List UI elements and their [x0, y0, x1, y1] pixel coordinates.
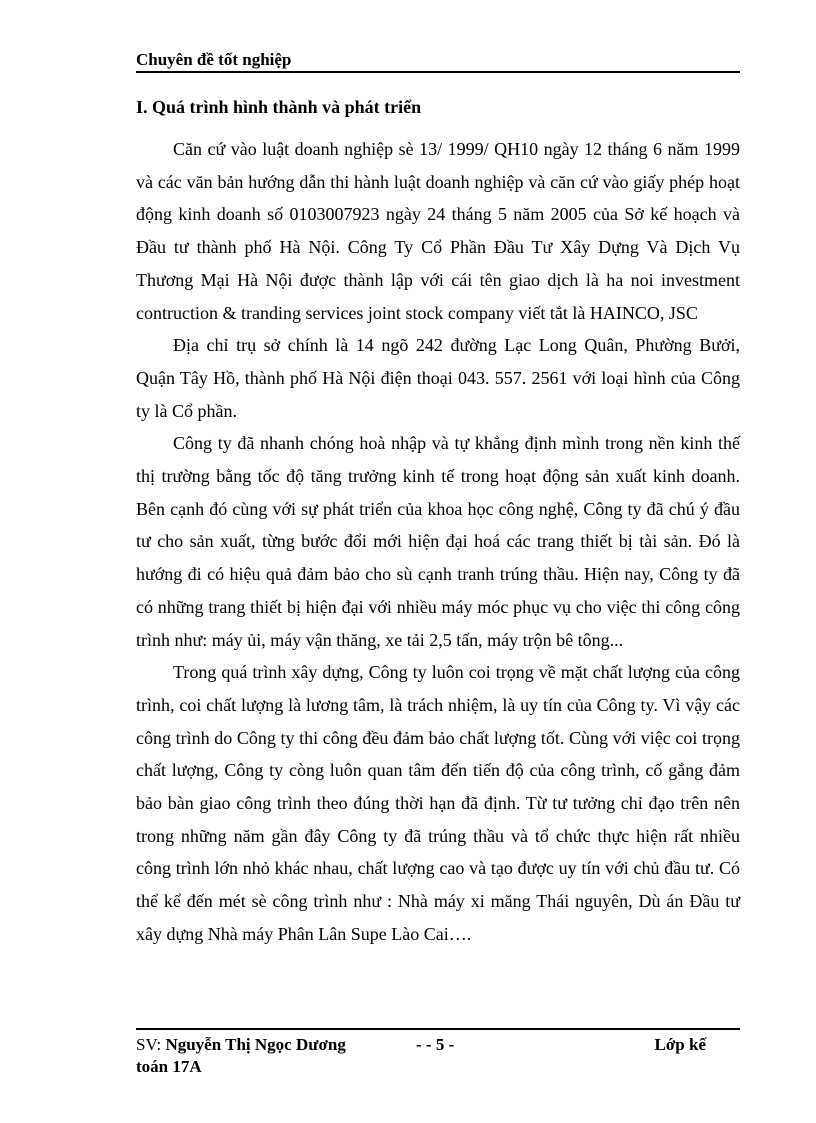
- footer-class-line1: Lớp kế: [654, 1035, 706, 1054]
- page-header: [136, 49, 740, 73]
- section-title: I. Quá trình hình thành và phát triển: [136, 97, 422, 117]
- body-text: [136, 133, 740, 951]
- footer-class-line2: toán 17A: [136, 1057, 202, 1076]
- paragraph-address: Địa chỉ trụ sở chính là 14 ngõ 242 đường Lạc Long Quân, Phường Bưởi, Quận Tây Hồ, thành phố Hà Nội điện thoại 043. 557. 2561 với loại hình của Công ty là Cổ phần.: [136, 335, 740, 421]
- footer-student: [136, 1034, 346, 1056]
- header-title: Chuyên đề tốt nghiệp: [136, 50, 292, 69]
- footer-sv-label: SV:: [136, 1035, 166, 1054]
- page-number: - - 5 -: [416, 1035, 455, 1054]
- page-footer: [136, 1028, 740, 1078]
- paragraph-development: Công ty đã nhanh chóng hoà nhập và tự khẳng định mình trong nền kinh thế thị trường bằng tốc độ tăng trưởng kinh tế trong hoạt động sản xuất kinh doanh. Bên cạnh đó cùng với sự phát triển của khoa học công nghệ, Công ty đã chú ý đầu tư cho sản xuất, từng bước đổi mới hiện đại hoá các trang thiết bị tài sản. Đó là hướng đi có hiệu quả đảm bảo cho sù cạnh tranh trúng thầu. Hiện nay, Công ty đã có những trang thiết bị hiện đại với nhiều máy móc phục vụ cho việc thi công công trình như: máy ủi, máy vận thăng, xe tải 2,5 tấn, máy trộn bê tông...: [136, 433, 740, 650]
- footer-student-name: Nguyễn Thị Ngọc Dương: [165, 1035, 346, 1054]
- paragraph-quality: Trong quá trình xây dựng, Công ty luôn coi trọng về mặt chất lượng của công trình, coi chất lượng là lương tâm, là trách nhiệm, là uy tín của Công ty. Vì vậy các công trình do Công ty thi công đều đảm bảo chất lượng tốt. Cùng với việc coi trọng chất lượng, Công ty còng luôn quan tâm đến tiến độ của công trình, cố gắng đảm bảo bàn giao công trình theo đúng thời hạn đã định. Từ tư tưởng chỉ đạo trên nên trong những năm gần đây Công ty đã trúng thầu và tổ chức thực hiện rất nhiều công trình lớn nhỏ khác nhau, chất lượng cao và tạo được uy tín với chủ đầu tư. Có thể kể đến mét sè công trình như : Nhà máy xi măng Thái nguyên, Dù án Đầu tư xây dựng Nhà máy Phân Lân Supe Lào Cai….: [136, 662, 740, 944]
- paragraph-legal-basis: Căn cứ vào luật doanh nghiệp sè 13/ 1999/ QH10 ngày 12 tháng 6 năm 1999 và các văn bản hướng dẫn thi hành luật doanh nghiệp và căn cứ vào giấy phép hoạt động kinh doanh số 0103007923 ngày 24 tháng 5 năm 2005 của Sở kế hoạch và Đầu tư thành phố Hà Nội. Công Ty Cổ Phần Đầu Tư Xây Dựng Và Dịch Vụ Thương Mại Hà Nội được thành lập với cái tên giao dịch là ha noi investment contruction & tranding services joint stock company viết tắt là HAINCO, JSC: [136, 139, 740, 323]
